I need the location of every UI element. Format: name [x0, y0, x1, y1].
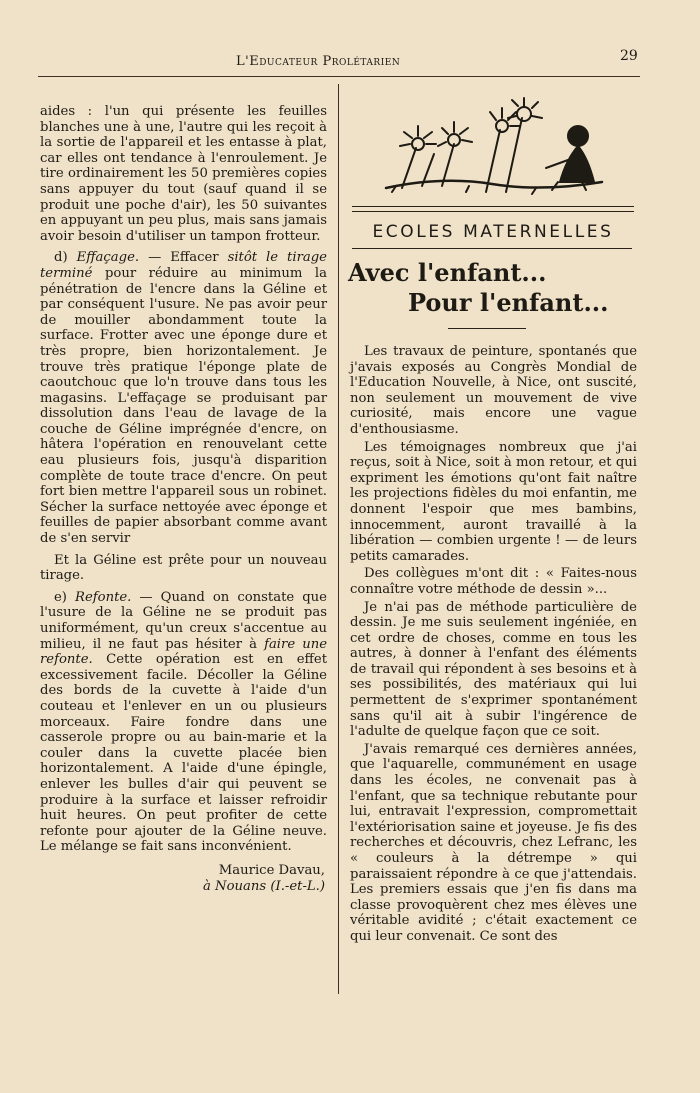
- headline-rule: [448, 328, 526, 329]
- paragraph-collegues: Des collègues m'ont dit : « Faites-nous connaître votre méthode de dessin »...: [350, 566, 637, 597]
- column-divider: [338, 84, 339, 994]
- headline-line-2: Pour l'enfant...: [408, 288, 609, 317]
- illustration-rule-bottom: [352, 211, 634, 212]
- right-column: [350, 344, 637, 947]
- signature-place: à Nouans (I.-et-L.): [203, 878, 325, 894]
- running-header: [38, 48, 640, 74]
- paragraph-travaux: Les travaux de peinture, spontanés que j'avais exposés au Congrès Mondial de l'Education Nouvelle, à Nice, ont suscité, non seulement un mouvement de vive curiosité, mais encore une vague d'enthousiasme.: [350, 344, 637, 437]
- effacage-text-a: — Effacer: [139, 250, 228, 266]
- headline-line-1: Avec l'enfant...: [348, 258, 547, 287]
- article-headline: [348, 258, 640, 318]
- signature: [40, 863, 327, 895]
- effacage-label: d): [54, 250, 77, 266]
- illustration-rule-top: [352, 206, 634, 207]
- children-painting-illustration: [382, 96, 606, 200]
- page-number: 29: [620, 48, 638, 64]
- refonte-heading: Refonte.: [75, 589, 132, 605]
- signature-name: Maurice Davau,: [218, 862, 325, 878]
- paragraph-aquarelle: J'avais remarqué ces dernières années, que l'aquarelle, communément en usage dans les écoles, ne convenait pas à l'enfant, que sa technique rebutante pour lui, entravait l'expression, compromettait l'extériorisation saine et joyeuse. Je fis des recherches et découvris, chez Lefranc, les « couleurs à la détrempe » qui paraissaient répondre à ce que j'attendais. Les premiers essais que j'en fis dans ma classe provoquèrent chez mes élèves une véritable avidité ; c'était exactement ce qui leur convenait. Ce sont des: [350, 741, 637, 944]
- effacage-text-b: pour réduire au minimum la pénétration de l'encre dans la Géline et par conséquent l'usure. Ne pas avoir peur de mouiller abondamment toute la surface. Frotter avec une éponge dure et très propre, bien horizontalement. Je trouve très pratique l'éponge plate de caoutchouc que lo'n trouve dans tous les magasins. L'effaçage se produisant par dissolution dans l'eau de lavage de la couche de Géline imprégnée d'encre, on hâtera l'opération en renouvelant cette eau plusieurs fois, jusqu'à disparition complète de toute trace d'encre. On peut fort bien mettre l'appareil sous un robinet. Sécher la surface nettoyée avec éponge et feuilles de papier absorbant comme avant de s'en servir: [40, 265, 327, 547]
- refonte-emphasis: faire une refonte.: [40, 636, 327, 668]
- paragraph-refonte: [40, 590, 327, 855]
- section-heading-box: [352, 218, 632, 249]
- refonte-text-b: Cette opération est en effet excessivement facile. Décoller la Géline des bords de la cuvette à l'aide d'un couteau et l'enlever en un ou plusieurs morceaux. Faire fondre dans une casserole propre ou au bain-marie et la couler dans la cuvette placée bien horizontalement. A l'aide d'une épingle, enlever les bulles d'air qui peuvent se produire à la surface et laisser refroidir huit heures. On peut profiter de cette refonte pour ajouter de la Géline neuve. Le mélange se fait sans inconvénient.: [40, 652, 327, 855]
- left-column: [40, 104, 327, 895]
- refonte-label: e): [54, 589, 76, 605]
- paragraph-methode: Je n'ai pas de méthode particulière de dessin. Je me suis seulement ingéniée, en cet ordre de choses, comme en tous les autres, à donner à l'enfant des éléments de travail qui répondent à ses besoins et à ses possibilités, des matériaux qui lui permettent de s'exprimer spontanément sans qu'il ait à subir l'ingérence de l'adulte de quelque façon que ce soit.: [350, 599, 637, 740]
- header-rule: [38, 76, 640, 77]
- paragraph-aides: aides : l'un qui présente les feuilles blanches une à une, l'autre qui les reçoit à la sortie de l'appareil et les entasse à plat, car elles ont tendance à l'enroulement. Je tire ordinairement les 50 premières copies sans appuyer du tout (sauf quand il se produit une poche d'air), les 50 suivantes en appuyant un peu plus, mais sans jamais avoir besoin d'utiliser un tampon frotteur.: [40, 104, 327, 244]
- journal-title: L'Educateur Prolétarien: [236, 54, 401, 69]
- paragraph-effacage: [40, 250, 327, 546]
- section-title: ECOLES MATERNELLES: [372, 222, 614, 242]
- effacage-emphasis: sitôt le tirage terminé: [40, 250, 327, 281]
- effacage-heading: Effaçage.: [76, 250, 140, 266]
- refonte-text-a: — Quand on constate que l'usure de la Géline ne se produit pas uniformément, qu'un creux s'accentue au milieu, il ne faut pas hésiter à: [40, 589, 327, 652]
- paragraph-temoignages: Les témoignages nombreux que j'ai reçus, soit à Nice, soit à mon retour, et qui expriment les émotions qu'ont fait naître les projections fidèles du moi enfantin, me donnent l'espoir que mes bambins, innocemment, auront travaillé à la libération — combien urgente ! — de leurs petits camarades.: [350, 439, 637, 564]
- paragraph-nouveau-tirage: Et la Géline est prête pour un nouveau tirage.: [40, 552, 327, 584]
